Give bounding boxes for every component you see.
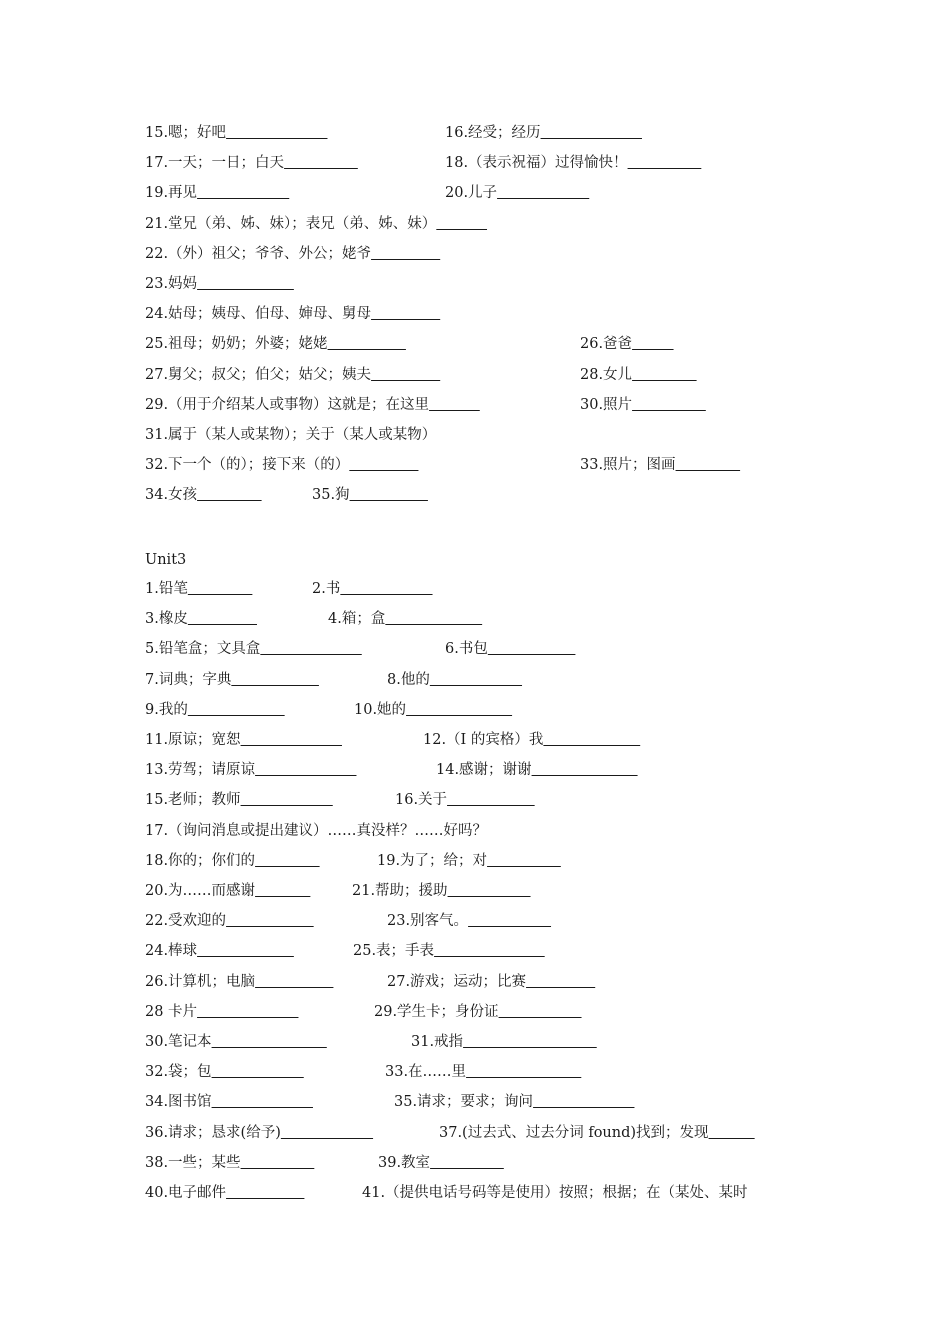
vocab-item: [580, 450, 740, 480]
vocab-item: [374, 997, 582, 1027]
vocab-item: [145, 299, 440, 329]
vocab-prompt: 34.女孩: [145, 487, 198, 504]
vocab-item: [354, 695, 512, 725]
vocab-item: [580, 360, 697, 390]
vocab-prompt: 26.计算机；电脑: [145, 973, 256, 990]
answer-blank[interactable]: [197, 1004, 298, 1020]
answer-blank[interactable]: [197, 943, 294, 959]
vocab-row: [145, 846, 815, 876]
vocab-prompt: 31.戒指: [411, 1034, 464, 1050]
vocab-prompt: 17.一天；一日；白天: [145, 155, 285, 172]
vocab-row: [145, 118, 815, 148]
vocab-prompt: 19.为了；给；对: [377, 852, 488, 869]
vocab-item: [145, 450, 418, 480]
vocab-item: [353, 936, 545, 966]
vocab-prompt: 15.老师；教师: [145, 792, 241, 809]
answer-blank[interactable]: [226, 1185, 304, 1201]
vocab-row: [145, 178, 815, 208]
vocab-item: [145, 665, 319, 695]
vocab-row: [145, 299, 815, 329]
answer-blank[interactable]: [406, 702, 512, 718]
vocab-item: [145, 1057, 304, 1087]
answer-blank[interactable]: [340, 581, 432, 597]
answer-blank[interactable]: [371, 246, 440, 262]
vocab-prompt: 25.祖母；奶奶；外婆；姥姥: [145, 336, 328, 353]
answer-blank[interactable]: [188, 702, 285, 718]
answer-blank[interactable]: [188, 611, 257, 627]
vocab-item: [145, 1178, 304, 1208]
vocab-item: [145, 480, 262, 510]
vocab-prompt: 8.他的: [387, 671, 430, 688]
vocab-row: [145, 725, 815, 755]
answer-blank[interactable]: [468, 913, 551, 929]
vocab-prompt: 35.请求；要求；询问: [394, 1094, 534, 1111]
vocab-item: [352, 876, 531, 906]
answer-blank[interactable]: [709, 1125, 755, 1141]
vocab-prompt: 26.爸爸: [580, 336, 633, 353]
answer-blank[interactable]: [632, 336, 673, 352]
vocab-row: [145, 574, 815, 604]
vocab-prompt: 5.铅笔盒；文具盒: [145, 641, 261, 658]
answer-blank[interactable]: [543, 732, 640, 748]
vocab-prompt: 18.（表示祝福）过得愉快！: [445, 155, 628, 172]
answer-blank[interactable]: [350, 487, 428, 503]
vocab-prompt: 6.书包: [445, 641, 488, 658]
answer-blank[interactable]: [212, 1064, 304, 1080]
answer-blank[interactable]: [281, 1125, 373, 1141]
vocab-item: [445, 118, 642, 148]
vocab-row: [145, 695, 815, 725]
vocab-prompt: 15.嗯；好吧: [145, 125, 227, 141]
vocab-item: [378, 1148, 504, 1178]
vocab-item: [580, 390, 706, 420]
answer-blank[interactable]: [212, 1094, 313, 1110]
vocab-item: [436, 755, 638, 785]
vocab-prompt: 33.在……里: [385, 1064, 467, 1081]
vocab-item: [145, 118, 327, 148]
vocab-item: [145, 846, 320, 876]
vocab-item: [328, 604, 482, 634]
vocab-item: [145, 1148, 314, 1178]
vocab-item: [145, 178, 289, 208]
vocab-item: [145, 695, 285, 725]
vocab-prompt: 3.橡皮: [145, 611, 188, 628]
vocab-item: [445, 634, 575, 664]
answer-blank[interactable]: [430, 1155, 504, 1171]
vocab-prompt: 23.妈妈: [145, 276, 198, 292]
vocab-prompt: 9.我的: [145, 701, 188, 718]
vocab-item: [145, 1027, 327, 1057]
vocab-row: [145, 1057, 815, 1087]
vocab-prompt: 40.电子邮件: [145, 1185, 227, 1201]
vocab-prompt: 28 卡片: [145, 1003, 198, 1020]
vocab-prompt: 1.铅笔: [145, 581, 188, 597]
answer-blank[interactable]: [197, 487, 262, 503]
vocab-row: [145, 269, 815, 299]
vocab-prompt: 29.（用于介绍某人或事物）这就是；在这里: [145, 396, 430, 413]
answer-blank[interactable]: [466, 1064, 581, 1080]
vocab-prompt: 24.姑母；姨母、伯母、婶母、舅母: [145, 306, 372, 323]
vocab-prompt: 27.游戏；运动；比赛: [387, 973, 527, 990]
vocab-item: [312, 480, 428, 510]
vocab-item: [362, 1178, 748, 1208]
vocab-prompt: 27.舅父；叔父；伯父；姑父；姨夫: [145, 366, 372, 383]
vocab-prompt: 36.请求；恳求(给予): [145, 1124, 281, 1141]
vocab-item: [145, 967, 333, 997]
vocab-item: [394, 1087, 634, 1117]
vocab-prompt: 10.她的: [354, 701, 407, 718]
vocab-row: [145, 480, 815, 510]
vocab-row: [145, 906, 815, 936]
answer-blank[interactable]: [241, 1155, 315, 1171]
vocab-row: [145, 997, 815, 1027]
answer-blank[interactable]: [255, 853, 320, 869]
vocab-item: [445, 148, 701, 178]
answer-blank[interactable]: [188, 581, 253, 597]
vocab-prompt: 21.堂兄（弟、姊、妹）；表兄（弟、姊、妹）: [145, 215, 437, 232]
vocab-prompt: 7.词典；字典: [145, 671, 232, 688]
vocab-row: [145, 755, 815, 785]
answer-blank[interactable]: [541, 125, 642, 141]
vocab-row: [145, 450, 815, 480]
vocab-item: [145, 420, 436, 450]
answer-blank[interactable]: [434, 943, 545, 959]
vocab-item: [439, 1118, 755, 1148]
vocab-row: [145, 239, 815, 269]
vocab-prompt: 30.笔记本: [145, 1034, 212, 1050]
answer-blank[interactable]: [371, 306, 440, 322]
vocab-prompt: 38.一些；某些: [145, 1154, 241, 1171]
answer-blank[interactable]: [226, 125, 327, 141]
vocab-row: [145, 1087, 815, 1117]
vocab-item: [145, 634, 362, 664]
vocab-item: [145, 785, 333, 815]
vocab-prompt: 14.感谢；谢谢: [436, 762, 532, 779]
vocab-item: [145, 239, 440, 269]
vocab-row: [145, 1118, 815, 1148]
vocab-item: [423, 725, 640, 755]
answer-blank[interactable]: [255, 762, 356, 778]
vocab-prompt: 23.别客气。: [387, 913, 469, 930]
answer-blank[interactable]: [197, 276, 294, 292]
answer-blank[interactable]: [212, 1034, 327, 1050]
vocab-item: [145, 269, 294, 299]
vocab-item: [312, 574, 433, 604]
vocab-item: [145, 574, 252, 604]
vocab-prompt: 11.原谅；宽恕: [145, 732, 241, 748]
vocab-item: [395, 785, 535, 815]
vocab-prompt: 16.经受；经历: [445, 125, 541, 141]
answer-blank[interactable]: [231, 672, 319, 688]
vocab-row: [145, 390, 815, 420]
vocab-prompt: 18.你的；你们的: [145, 852, 256, 869]
vocab-prompt: 41.（提供电话号码等是使用）按照；根据；在（某处、某时: [362, 1185, 748, 1201]
answer-blank[interactable]: [463, 1034, 597, 1050]
vocab-item: [145, 997, 298, 1027]
answer-blank[interactable]: [632, 367, 697, 383]
vocab-prompt: 13.劳驾；请原谅: [145, 762, 256, 779]
answer-blank[interactable]: [385, 611, 482, 627]
answer-blank[interactable]: [371, 367, 440, 383]
answer-blank[interactable]: [241, 792, 333, 808]
vocab-prompt: 30.照片: [580, 396, 633, 413]
vocab-prompt: 16.关于: [395, 792, 448, 809]
vocab-item: [387, 906, 551, 936]
vocab-prompt: 28.女儿: [580, 366, 633, 383]
answer-blank[interactable]: [197, 185, 289, 201]
vocab-prompt: 4.箱；盒: [328, 611, 386, 628]
vocab-item: [145, 360, 440, 390]
answer-blank[interactable]: [328, 336, 406, 352]
vocab-prompt: 25.表；手表: [353, 943, 435, 960]
answer-blank[interactable]: [526, 974, 595, 990]
vocab-prompt: 2.书: [312, 581, 341, 597]
vocab-item: [145, 876, 310, 906]
vocab-row: [145, 1178, 815, 1208]
vocab-row: [145, 936, 815, 966]
answer-blank[interactable]: [241, 732, 342, 748]
vocab-item: [377, 846, 561, 876]
answer-blank[interactable]: [532, 762, 638, 778]
vocab-item: [145, 390, 480, 420]
vocab-row: [145, 420, 815, 450]
vocab-prompt: 31.属于（某人或某物）；关于（某人或某物）: [145, 427, 437, 443]
vocab-item: [145, 148, 358, 178]
vocab-prompt: 35.狗: [312, 487, 350, 504]
vocab-item: [387, 967, 595, 997]
vocab-item: [145, 936, 294, 966]
vocab-prompt: 39.教室: [378, 1154, 431, 1171]
answer-blank[interactable]: [447, 792, 535, 808]
vocab-prompt: 37.(过去式、过去分词 found)找到；发现: [439, 1124, 709, 1141]
answer-blank[interactable]: [632, 397, 706, 413]
vocab-row: [145, 967, 815, 997]
answer-blank[interactable]: [497, 185, 589, 201]
vocab-item: [145, 1118, 373, 1148]
vocab-prompt: 33.照片；图画: [580, 457, 676, 474]
vocab-item: [145, 816, 487, 846]
vocab-prompt: 22.（外）祖父；爷爷、外公；姥爷: [145, 245, 372, 262]
answer-blank[interactable]: [430, 672, 522, 688]
vocab-row: [145, 604, 815, 634]
vocab-prompt: 21.帮助；援助: [352, 883, 448, 899]
vocab-item: [145, 604, 257, 634]
vocab-item: [145, 906, 314, 936]
vocab-item: [411, 1027, 597, 1057]
vocab-prompt: 12.（I 的宾格）我: [423, 732, 544, 748]
vocab-row: [145, 1148, 815, 1178]
vocab-item: [387, 665, 522, 695]
vocab-prompt: 29.学生卡；身份证: [374, 1003, 499, 1020]
answer-blank[interactable]: [676, 457, 741, 473]
answer-blank[interactable]: [226, 913, 314, 929]
answer-blank[interactable]: [488, 641, 576, 657]
answer-blank[interactable]: [349, 457, 418, 473]
vocab-row: [145, 876, 815, 906]
answer-blank[interactable]: [533, 1094, 634, 1110]
vocab-row: [145, 665, 815, 695]
vocab-row: [145, 816, 815, 846]
answer-blank[interactable]: [436, 216, 487, 232]
vocab-row: [145, 148, 815, 178]
vocab-row: [145, 785, 815, 815]
vocab-prompt: 19.再见: [145, 185, 198, 202]
answer-blank[interactable]: [255, 974, 333, 990]
vocab-prompt: 22.受欢迎的: [145, 913, 227, 930]
vocab-row: [145, 634, 815, 664]
vocab-item: [145, 755, 356, 785]
vocab-item: [145, 329, 406, 359]
vocab-prompt: 32.袋；包: [145, 1064, 212, 1081]
vocab-item: [580, 329, 674, 359]
vocab-row: [145, 209, 815, 239]
vocab-item: [145, 725, 342, 755]
answer-blank[interactable]: [487, 853, 561, 869]
answer-blank[interactable]: [284, 155, 358, 171]
vocab-row: [145, 1027, 815, 1057]
answer-blank[interactable]: [448, 883, 531, 899]
vocab-row: [145, 360, 815, 390]
vocab-item: [145, 1087, 313, 1117]
vocab-prompt: 20.儿子: [445, 185, 498, 202]
vocab-prompt: 17.（询问消息或提出建议）……真没样？……好吗？: [145, 822, 488, 839]
vocab-item: [385, 1057, 581, 1087]
vocab-prompt: 32.下一个（的）；接下来（的）: [145, 457, 350, 474]
answer-blank[interactable]: [499, 1004, 582, 1020]
section-heading: Unit3: [145, 552, 187, 568]
answer-blank[interactable]: [628, 155, 702, 171]
vocab-prompt: 24.棒球: [145, 943, 198, 960]
vocab-item: [145, 209, 487, 239]
vocab-prompt: 20.为……而感谢: [145, 883, 256, 899]
vocab-row: [145, 329, 815, 359]
answer-blank[interactable]: [255, 883, 310, 899]
answer-blank[interactable]: [429, 397, 480, 413]
vocab-item: [445, 178, 589, 208]
answer-blank[interactable]: [260, 641, 361, 657]
vocab-prompt: 34.图书馆: [145, 1094, 212, 1111]
